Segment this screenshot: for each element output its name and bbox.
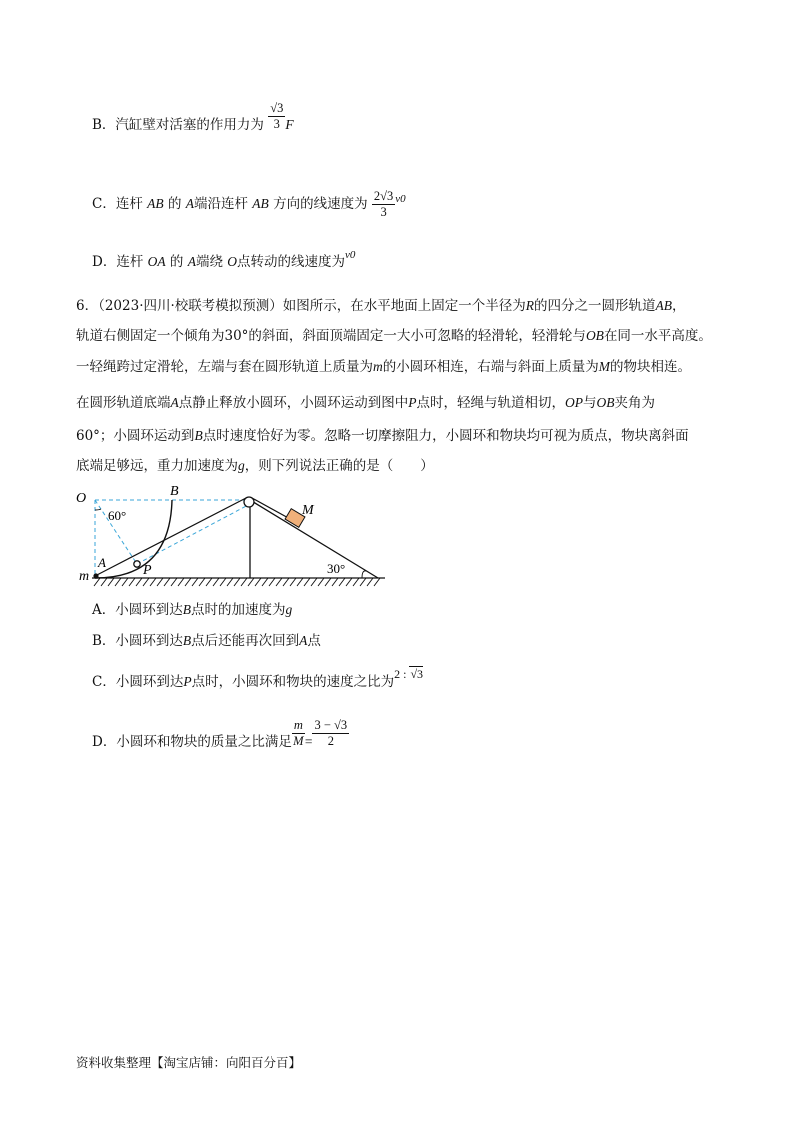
physics-figure bbox=[0, 482, 800, 602]
fraction: $\frac{2√3}{3}$ bbox=[373, 189, 394, 219]
option-c-prev: C．连杆 AB 的 A端沿连杆 AB 方向的线速度为 $\frac{2√3}{3}$ $^{v0}$ bbox=[92, 189, 406, 219]
question-6-line-4: 在圆形轨道底端A点静止释放小圆环，小圆环运动到图中P点时，轻绳与轨道相切，OP与OB夹角为 bbox=[76, 395, 655, 411]
option-b-prev: B．汽缸壁对活塞的作用力为 $\frac{√3}{3}$ F bbox=[92, 101, 294, 133]
label-m: m bbox=[79, 569, 90, 584]
fraction-ratio: $\frac{3 - √3}{2}$ bbox=[314, 718, 348, 748]
circular-track bbox=[95, 500, 172, 578]
label-60: 60° bbox=[108, 508, 127, 523]
option-d-prev: D．连杆 OA 的 A端绕 O点转动的线速度为$^{v0}$ bbox=[92, 249, 356, 270]
footer: 资料收集整理【淘宝店铺：向阳百分百】 bbox=[76, 1055, 302, 1070]
ring-p bbox=[134, 561, 140, 567]
label-p: P bbox=[143, 563, 152, 578]
question-6-line-1: 6．（2023·四川·校联考模拟预测）如图所示，在水平地面上固定一个半径为R的四分之一圆形轨道AB， bbox=[76, 298, 686, 314]
angle-arc-30 bbox=[362, 571, 366, 578]
label-m-block: M bbox=[302, 503, 314, 518]
label-30: 30° bbox=[327, 561, 346, 576]
angle-arc-60 bbox=[95, 509, 101, 510]
incline-slope bbox=[250, 500, 378, 578]
fraction: $\frac{√3}{3}$ bbox=[270, 101, 284, 131]
ground-hatching bbox=[94, 578, 380, 586]
label-a: A bbox=[98, 555, 106, 570]
pulley bbox=[244, 497, 254, 507]
option-c: C．小圆环到达P点时，小圆环和物块的速度之比为2 : √3 bbox=[92, 667, 424, 690]
option-b: B．小圆环到达B点后还能再次回到A点 bbox=[92, 633, 321, 649]
option-d: D．小圆环和物块的质量之比满足 $\frac{m}{M}$ = $\frac{3 - √3}{2}$ bbox=[92, 718, 348, 750]
question-6-line-5: 60°；小圆环运动到B点时速度恰好为零。忽略一切摩擦阻力，小圆环和物块均可视为质点，物块离斜面 bbox=[76, 428, 689, 444]
fraction-m-over-M: $\frac{m}{M}$ bbox=[293, 718, 304, 748]
question-6-line-2: 轨道右侧固定一个倾角为30°的斜面，斜面顶端固定一大小可忽略的轻滑轮，轻滑轮与OB在同一水平高度。 bbox=[76, 328, 712, 344]
option-a: A．小圆环到达B点时的加速度为g bbox=[92, 602, 293, 618]
label-b: B bbox=[170, 484, 179, 499]
label-o: O bbox=[76, 491, 87, 506]
ring-a bbox=[93, 573, 98, 578]
question-6-line-3: 一轻绳跨过定滑轮，左端与套在圆形轨道上质量为m的小圆环相连，右端与斜面上质量为M的物块相连。 bbox=[76, 359, 691, 375]
question-6-line-6: 底端足够远，重力加速度为g，则下列说法正确的是（ ） bbox=[76, 458, 434, 474]
